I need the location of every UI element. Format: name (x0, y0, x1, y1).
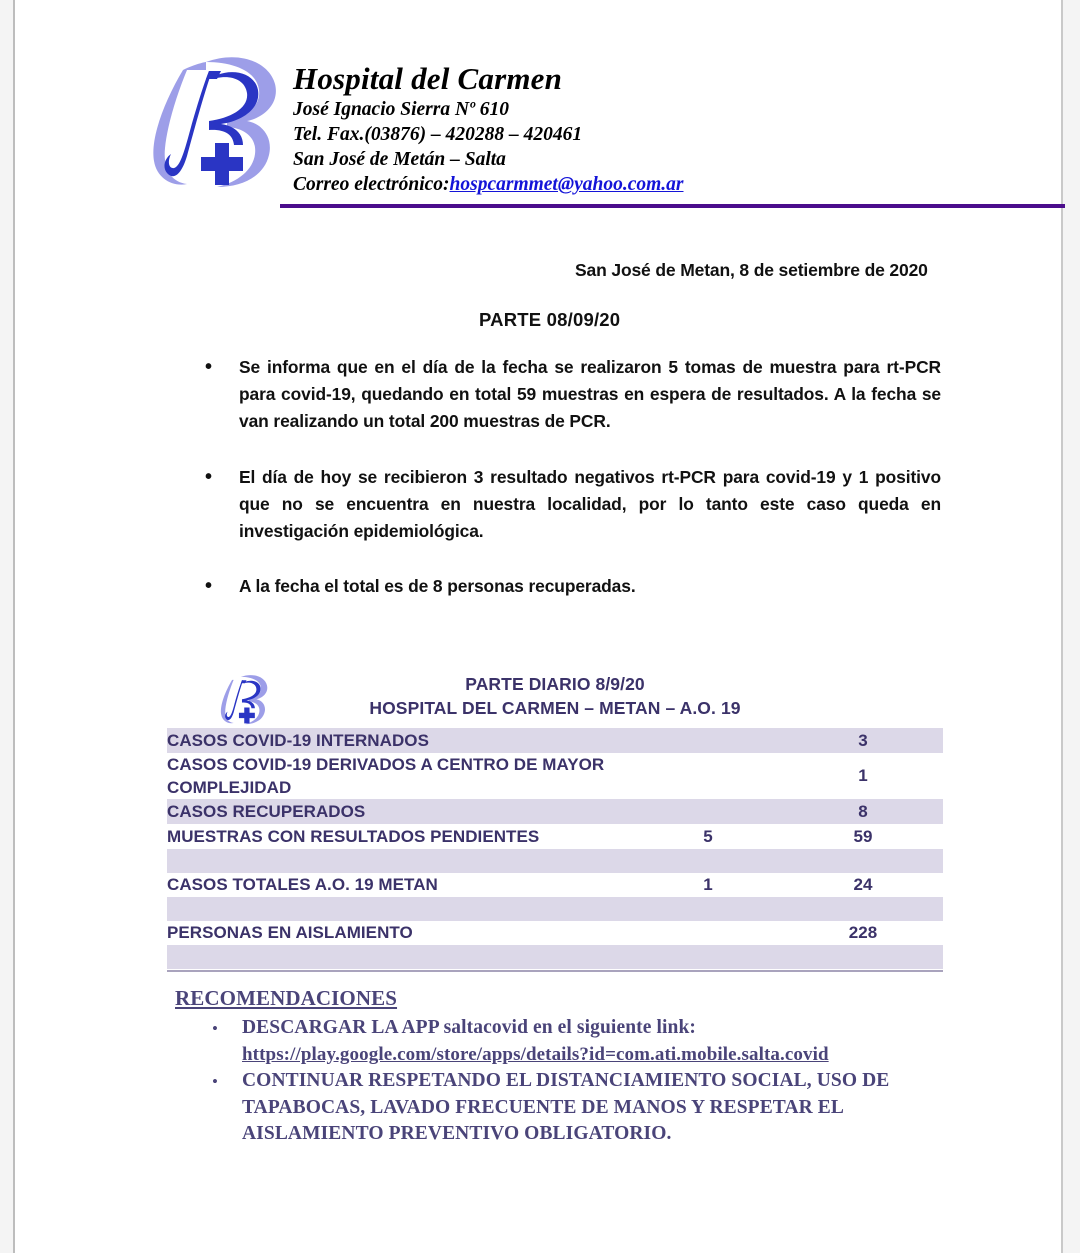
bullet-text: A la fecha el total es de 8 personas recuperadas. (239, 576, 636, 597)
list-item (201, 464, 941, 546)
table-row (167, 824, 943, 849)
row-mid-value (633, 799, 783, 824)
row-label (167, 849, 633, 873)
recommendation-text: CONTINUAR RESPETANDO EL DISTANCIAMIENTO SOCIAL, USO DE TAPABOCAS, LAVADO FRECUENTE DE MANOS Y RESPETAR EL AISLAMIENTO PREVENTIVO OBLIGATORIO. (242, 1070, 890, 1144)
row-mid-value (633, 897, 783, 921)
row-label: PERSONAS EN AISLAMIENTO (167, 921, 633, 945)
table-row (167, 728, 943, 753)
report-table (167, 728, 943, 969)
row-label: CASOS TOTALES A.O. 19 METAN (167, 873, 633, 897)
table-bottom-rule (167, 970, 943, 972)
row-mid-value (633, 921, 783, 945)
hospital-name: Hospital del Carmen (293, 61, 563, 96)
row-mid-value (633, 728, 783, 753)
list-item (201, 573, 941, 600)
row-value: 59 (783, 824, 943, 849)
row-label (167, 945, 633, 969)
hospital-address: José Ignacio Sierra Nº 610 (293, 99, 510, 121)
row-mid-value (633, 849, 783, 873)
bullet-text: Se informa que en el día de la fecha se realizaron 5 tomas de muestra para rt-PCR para covid-19, quedando en total 59 muestras en espera de resultados. A la fecha se van realizando un total 200 muestras de PCR. (239, 357, 941, 432)
email-link[interactable]: hospcarmmet@yahoo.com.ar (449, 174, 684, 196)
hospital-email-line (293, 173, 1053, 198)
row-value (783, 849, 943, 873)
letterhead-text-block (293, 62, 1053, 198)
bullet-text: El día de hoy se recibieron 3 resultado negativos rt-PCR para covid-19 y 1 positivo que no se encuentra en nuestra localidad, por lo tanto este caso queda en investigación epidemiológica. (239, 466, 941, 542)
hospital-city: San José de Metán – Salta (293, 149, 506, 171)
list-item (175, 1068, 975, 1148)
row-mid-value: 5 (633, 824, 783, 849)
bullet-marker-icon: • (212, 1072, 218, 1091)
row-mid-value (633, 945, 783, 969)
row-value (783, 897, 943, 921)
email-label: Correo electrónico: (293, 174, 450, 196)
table-header (167, 668, 943, 728)
report-heading: PARTE 08/09/20 (479, 309, 621, 330)
row-mid-value: 1 (633, 873, 783, 897)
list-item (201, 354, 941, 436)
daily-report-table-block (167, 668, 943, 972)
report-bullet-list (201, 354, 941, 628)
hospital-r-cross-logo-icon (143, 48, 291, 193)
table-spacer-row (167, 897, 943, 921)
table-title-line-1: PARTE DIARIO 8/9/20 (465, 674, 645, 694)
bullet-marker-icon: • (212, 1019, 218, 1038)
recommendations-section (175, 986, 975, 1148)
table-title (167, 672, 943, 720)
row-label: MUESTRAS CON RESULTADOS PENDIENTES (167, 824, 633, 849)
table-title-line-2: HOSPITAL DEL CARMEN – METAN – A.O. 19 (369, 698, 741, 718)
row-label: CASOS COVID-19 INTERNADOS (167, 728, 633, 753)
bullet-marker-icon: • (205, 575, 213, 598)
recommendations-title: RECOMENDACIONES (175, 986, 398, 1010)
table-row (167, 873, 943, 897)
recommendation-body (242, 1015, 975, 1068)
table-row (167, 799, 943, 824)
letterhead-divider-rule (280, 204, 1065, 208)
row-value: 8 (783, 799, 943, 824)
table-row (167, 921, 943, 945)
recommendation-text: DESCARGAR LA APP saltacovid en el siguiente link: (242, 1017, 696, 1038)
dateline: San José de Metan, 8 de setiembre de 2020 (575, 260, 928, 280)
table-row (167, 753, 943, 799)
letterhead (15, 40, 1065, 205)
row-value: 3 (783, 728, 943, 753)
bullet-marker-icon: • (205, 465, 213, 488)
row-value: 228 (783, 921, 943, 945)
row-label: CASOS COVID-19 DERIVADOS A CENTRO DE MAYOR COMPLEJIDAD (167, 753, 633, 799)
document-page (13, 0, 1063, 1253)
list-item (175, 1015, 975, 1068)
row-value: 1 (783, 753, 943, 799)
table-spacer-row (167, 849, 943, 873)
row-mid-value (633, 753, 783, 799)
row-value (783, 945, 943, 969)
recommendations-list (175, 1015, 975, 1148)
bullet-marker-icon: • (205, 356, 213, 378)
saltacovid-app-link[interactable]: https://play.google.com/store/apps/details?id=com.ati.mobile.salta.covid (242, 1043, 829, 1065)
row-label: CASOS RECUPERADOS (167, 799, 633, 824)
row-label (167, 897, 633, 921)
table-spacer-row (167, 945, 943, 969)
row-value: 24 (783, 873, 943, 897)
hospital-phone: Tel. Fax.(03876) – 420288 – 420461 (293, 124, 583, 146)
